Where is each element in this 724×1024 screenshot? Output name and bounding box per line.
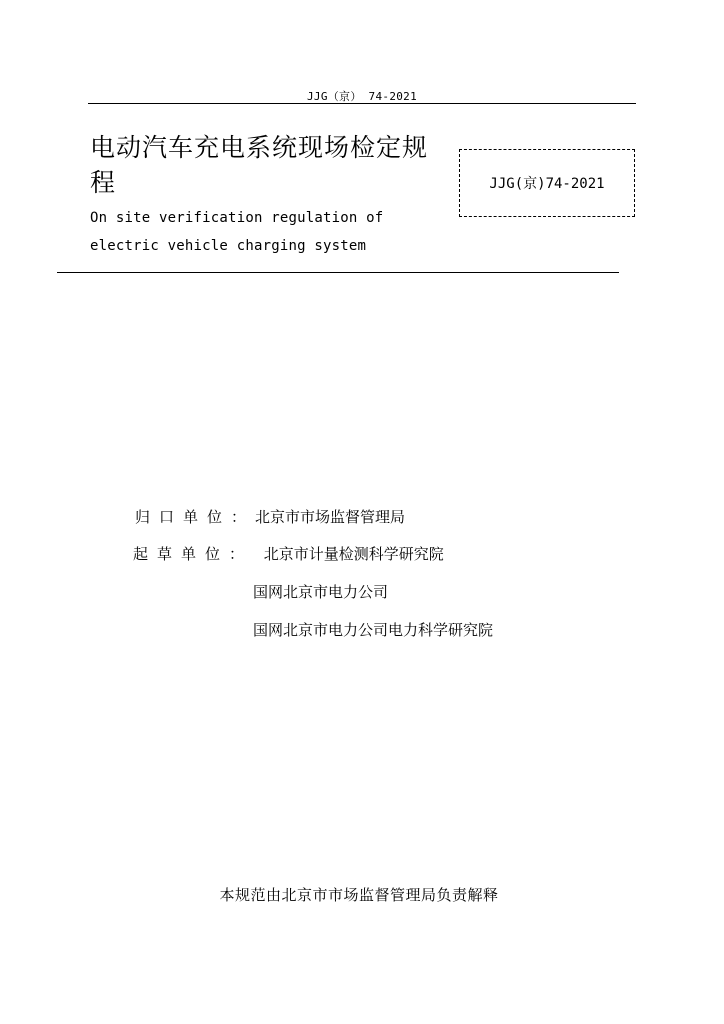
document-title-english: On site verification regulation of electric vehicle charging system <box>90 210 384 254</box>
authority-row <box>135 506 405 527</box>
running-header-code: JJG（京） 74-2021 <box>306 90 418 103</box>
drafter-row <box>133 543 444 564</box>
regulation-code: JJG(京)74-2021 <box>489 176 605 192</box>
header-rule <box>88 103 636 104</box>
drafter-value: 国网北京市电力公司 <box>253 583 389 601</box>
interpretation-note: 本规范由北京市市场监督管理局负责解释 <box>219 886 499 904</box>
drafter-row <box>253 619 493 640</box>
drafter-value: 北京市计量检测科学研究院 <box>263 545 444 563</box>
authority-value: 北京市市场监督管理局 <box>255 508 406 526</box>
authority-label: 归口单位： <box>135 508 256 526</box>
regulation-code-box <box>459 149 635 217</box>
drafter-value: 国网北京市电力公司电力科学研究院 <box>253 621 494 639</box>
document-title-chinese: 电动汽车充电系统现场检定规程 <box>90 133 429 197</box>
title-rule <box>57 272 619 273</box>
drafter-label: 起草单位： <box>133 545 254 563</box>
drafter-row <box>253 581 388 602</box>
